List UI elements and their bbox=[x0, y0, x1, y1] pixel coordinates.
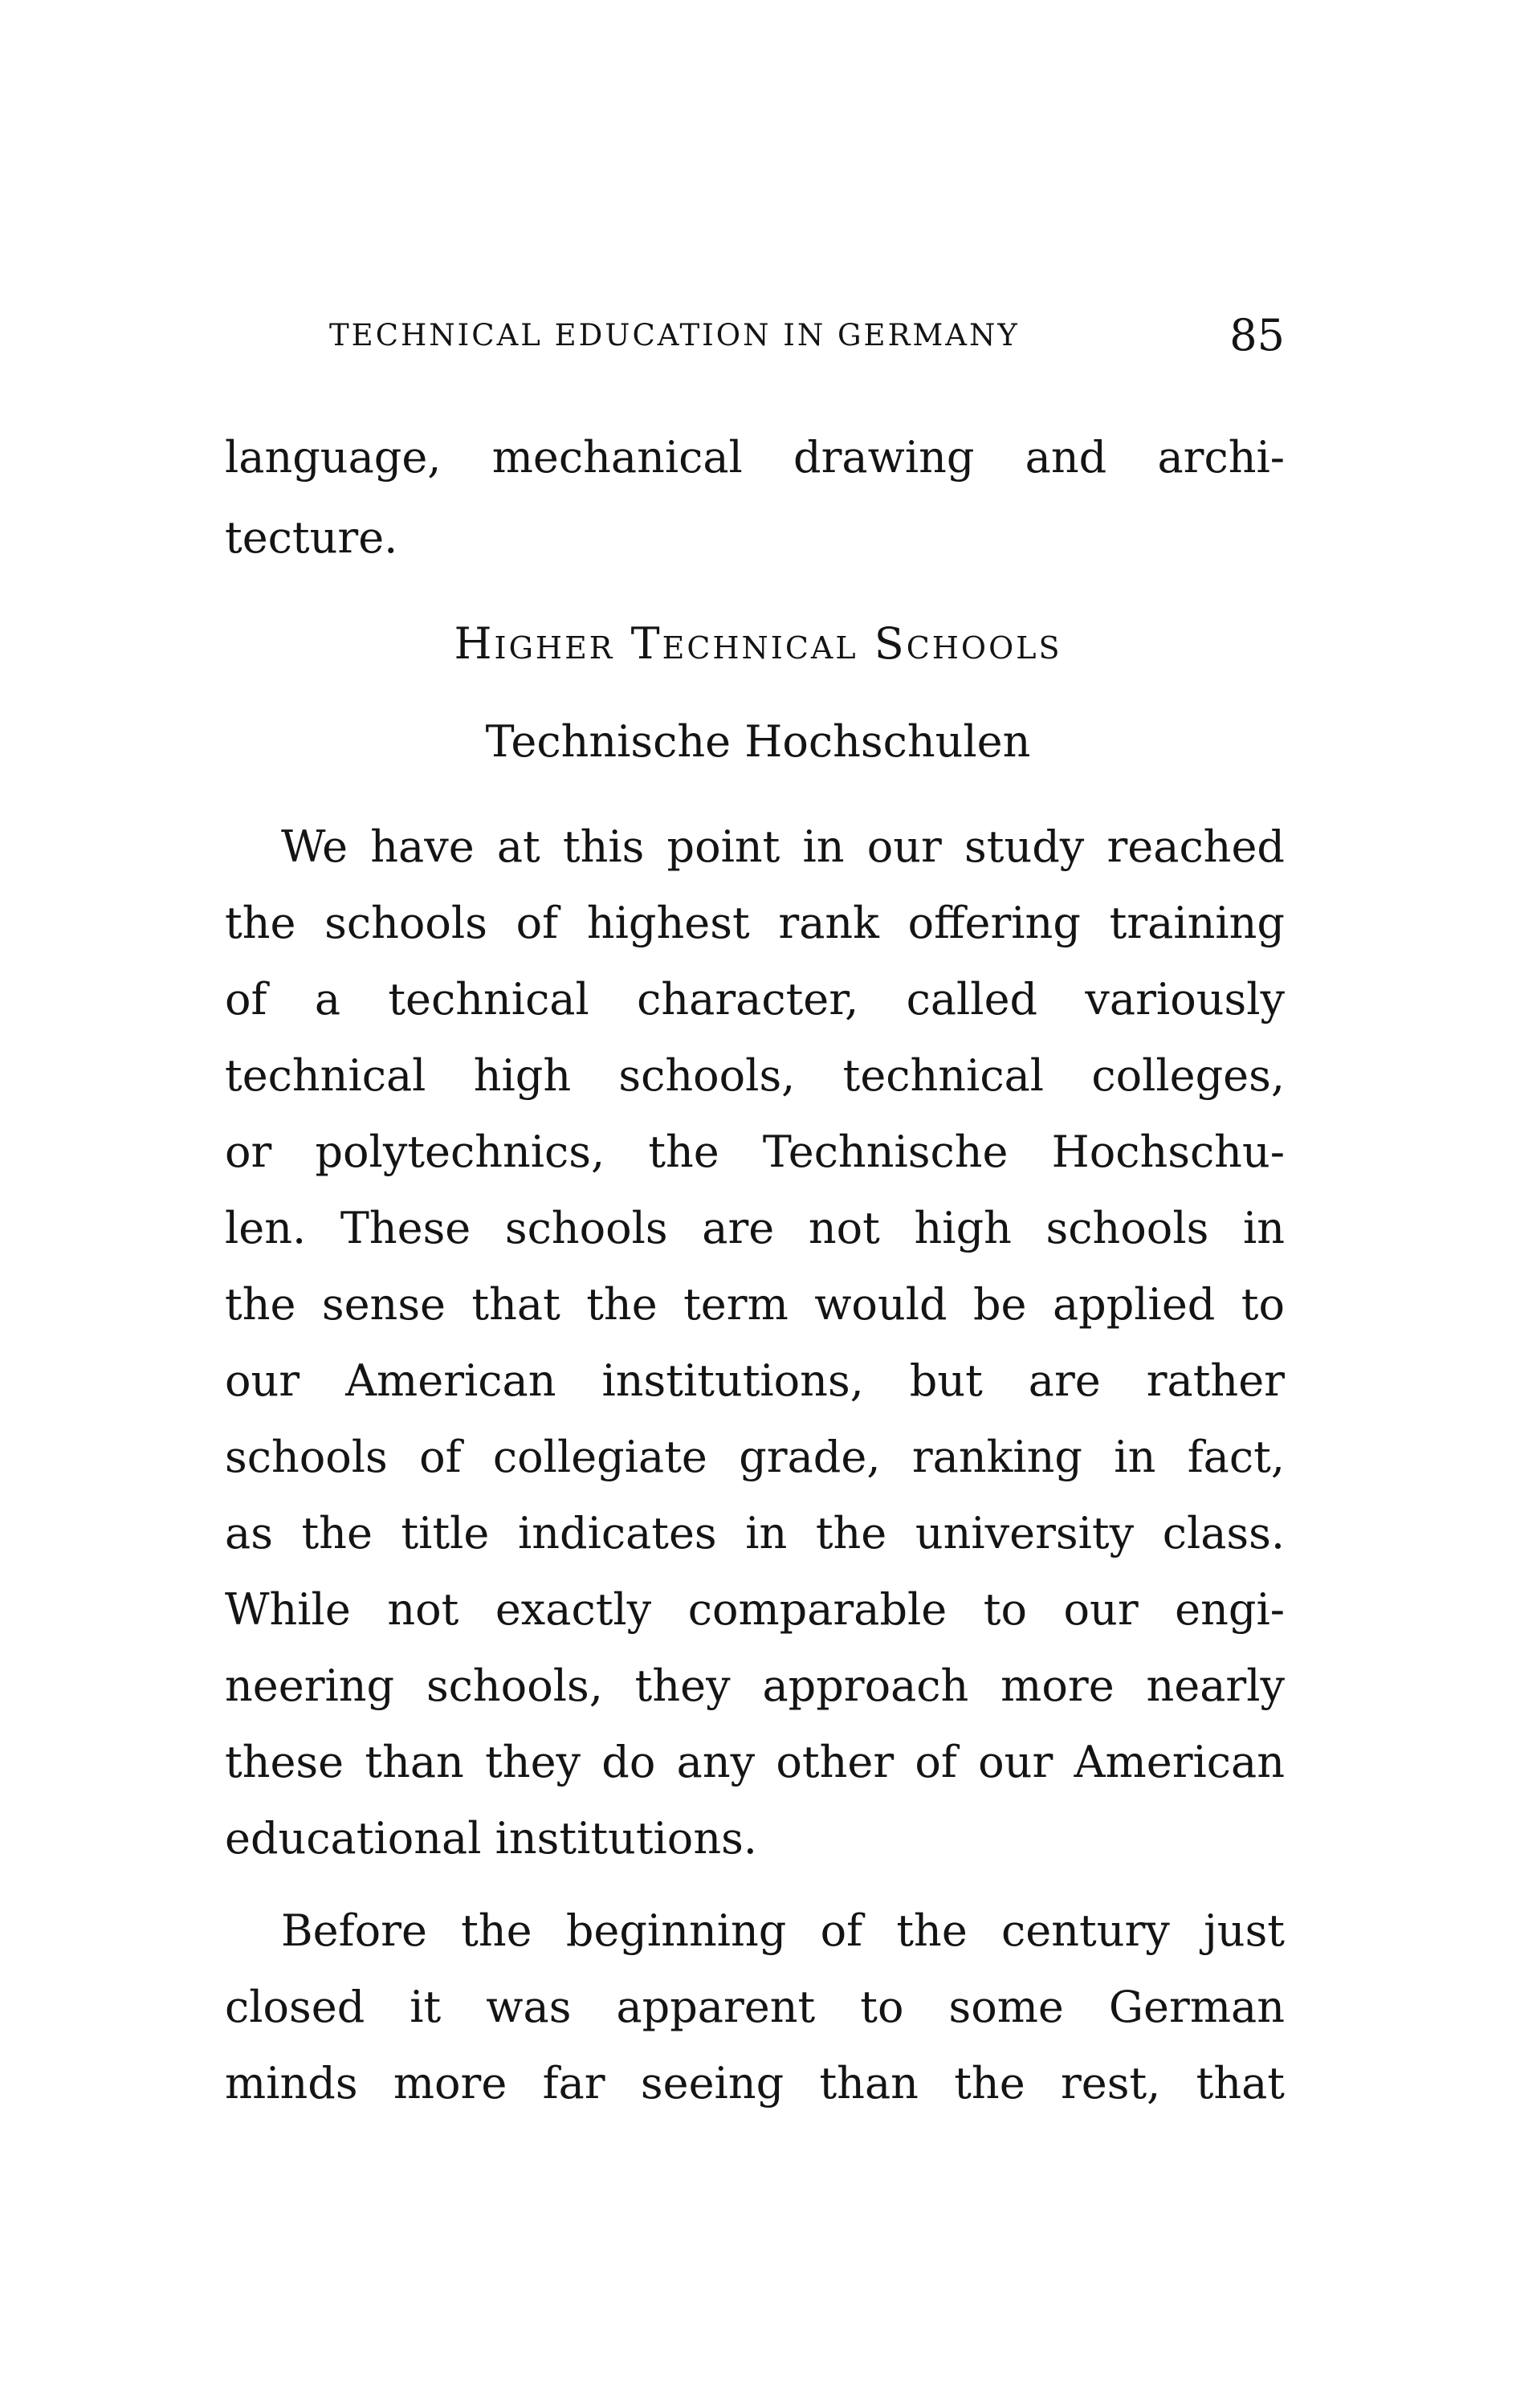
text-line: Before the beginning of the century just bbox=[281, 1905, 1285, 1956]
text-line: the schools of highest rank offering training bbox=[225, 898, 1285, 948]
text-line: language, mechanical drawing and archi- bbox=[225, 432, 1285, 483]
running-title: TECHNICAL EDUCATION IN GERMANY bbox=[329, 318, 1020, 352]
text-line: minds more far seeing than the rest, that bbox=[225, 2058, 1285, 2109]
text-line: of a technical character, called variously bbox=[225, 974, 1285, 1025]
text-line: schools of collegiate grade, ranking in fact, bbox=[225, 1432, 1285, 1482]
section-subheading: Technische Hochschulen bbox=[485, 716, 1031, 767]
text-line: or polytechnics, the Technische Hochschu- bbox=[225, 1127, 1285, 1177]
text-line: educational institutions. bbox=[225, 1813, 757, 1864]
text-line: the sense that the term would be applied to bbox=[225, 1279, 1285, 1330]
text-line: tecture. bbox=[225, 512, 398, 563]
text-line: technical high schools, technical colleges, bbox=[225, 1050, 1285, 1101]
text-line: closed it was apparent to some German bbox=[225, 1982, 1285, 2032]
running-head bbox=[329, 310, 1285, 361]
section-heading: Higher Technical Schools bbox=[454, 618, 1062, 669]
text-line: these than they do any other of our American bbox=[225, 1737, 1285, 1787]
page-number: 85 bbox=[1229, 310, 1285, 361]
text-line: as the title indicates in the university class. bbox=[225, 1508, 1285, 1558]
text-line: our American institutions, but are rather bbox=[225, 1355, 1285, 1406]
text-line: len. These schools are not high schools in bbox=[225, 1203, 1285, 1253]
text-line: While not exactly comparable to our engi- bbox=[225, 1584, 1285, 1635]
text-line: We have at this point in our study reached bbox=[281, 821, 1285, 872]
text-line: neering schools, they approach more nearly bbox=[225, 1660, 1285, 1711]
